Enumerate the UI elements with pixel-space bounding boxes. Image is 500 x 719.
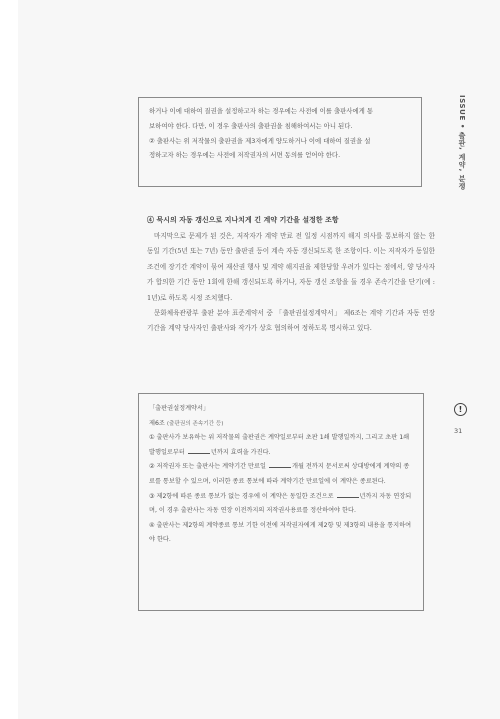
contract-clause [149, 460, 413, 489]
body-paragraph: 문화체육관광부 출판 분야 표준계약서 중 「출판권설정계약서」 제6조는 계약 기간과 자동 연장 기간을 계약 당사자인 출판사와 작가가 상호 협의하여 정하도록 명시하고 있다. [147, 309, 435, 333]
contract-clause [149, 490, 413, 519]
exclamation-circle-icon: ! [454, 403, 467, 416]
running-head: ISSUE • 출판, 계약, 분쟁 [458, 95, 466, 191]
article-number: 제6조 [149, 419, 165, 427]
body-paragraph: 마지막으로 문제가 된 것은, 저작자가 계약 만료 전 일정 시점까지 해지 의사를 통보하지 않는 한 동일 기간(5년 또는 7년) 동안 출판권 등이 계속 자동 갱신되도록 한 조항이다. 이는 저작자가 동일한 조건에 장기간 계약이 묶여 재산권 행사 및 계약 해지권을 제한당할 우려가 있다는 점에서, 양 당사자가 합의한 기간 동안 1회에 한해 갱신되도록 하거나, 자동 갱신 조항을 둘 경우 존속기간을 단기(예 : 1년)로 하도록 시정 조치했다. [147, 232, 435, 302]
excerpt-line: 하거나 이에 대하여 질권을 설정하고자 하는 경우에는 사전에 이를 출판사에게 통 [149, 107, 374, 115]
article-subtitle: (출판권의 존속기간 등) [166, 420, 224, 427]
clause-text: 개월 전까지 문서로써 상대방에게 계약의 종료를 통보할 수 있으며, 이러한 종료 통보에 따라 계약기간 만료일에 이 계약은 종료된다. [149, 463, 410, 485]
clause-text: 년까지 자동 연장되며, 이 경우 출판사는 자동 연장 이전까지의 저작권사용료를 정산하여야 한다. [149, 492, 412, 515]
excerpt-line: 보하여야 한다. 다만, 이 경우 출판사의 출판권을 침해하여서는 아니 된다. [149, 121, 353, 130]
clause-text: 년까지 효력을 가진다. [210, 448, 271, 456]
clause-text: ④ 출판사는 제2항의 계약종료 통보 기한 이전에 저작권자에게 제2항 및 제3항의 내용을 통지하여야 한다. [149, 521, 412, 544]
fill-in-blank [188, 447, 210, 454]
contract-clause [149, 519, 413, 548]
clause-text: ① 출판사가 보유하는 위 저작물의 출판권은 계약일로부터 초판 1쇄 발행일까지, 그리고 초판 1쇄 발행일로부터 [149, 434, 410, 456]
page-number: 31 [454, 427, 463, 435]
excerpt-line: ② 출판사는 위 저작물의 출판권을 제3자에게 양도하거나 이에 대하여 질권을 설 [149, 136, 371, 145]
fill-in-blank [269, 461, 291, 468]
contract-clause [149, 431, 413, 460]
contract-title: 「출판권설정계약서」 [149, 405, 210, 412]
clause-text: ③ 제2항에 따른 종료 통보가 없는 경우에 이 계약은 동일한 조건으로 [149, 492, 334, 500]
body-text [147, 229, 435, 337]
fill-in-blank [337, 491, 359, 498]
clause-text: ② 저작권자 또는 출판사는 계약기간 만료일 [149, 463, 266, 471]
excerpt-line: 정하고자 하는 경우에는 사전에 저작권자의 서면 동의를 얻어야 한다. [149, 151, 341, 160]
contract-excerpt-box [138, 393, 424, 611]
section-heading: ④ 묵시의 자동 갱신으로 지나치게 긴 계약 기간을 설정한 조항 [147, 216, 339, 224]
article-heading [149, 417, 413, 432]
excerpt-box [138, 97, 422, 187]
